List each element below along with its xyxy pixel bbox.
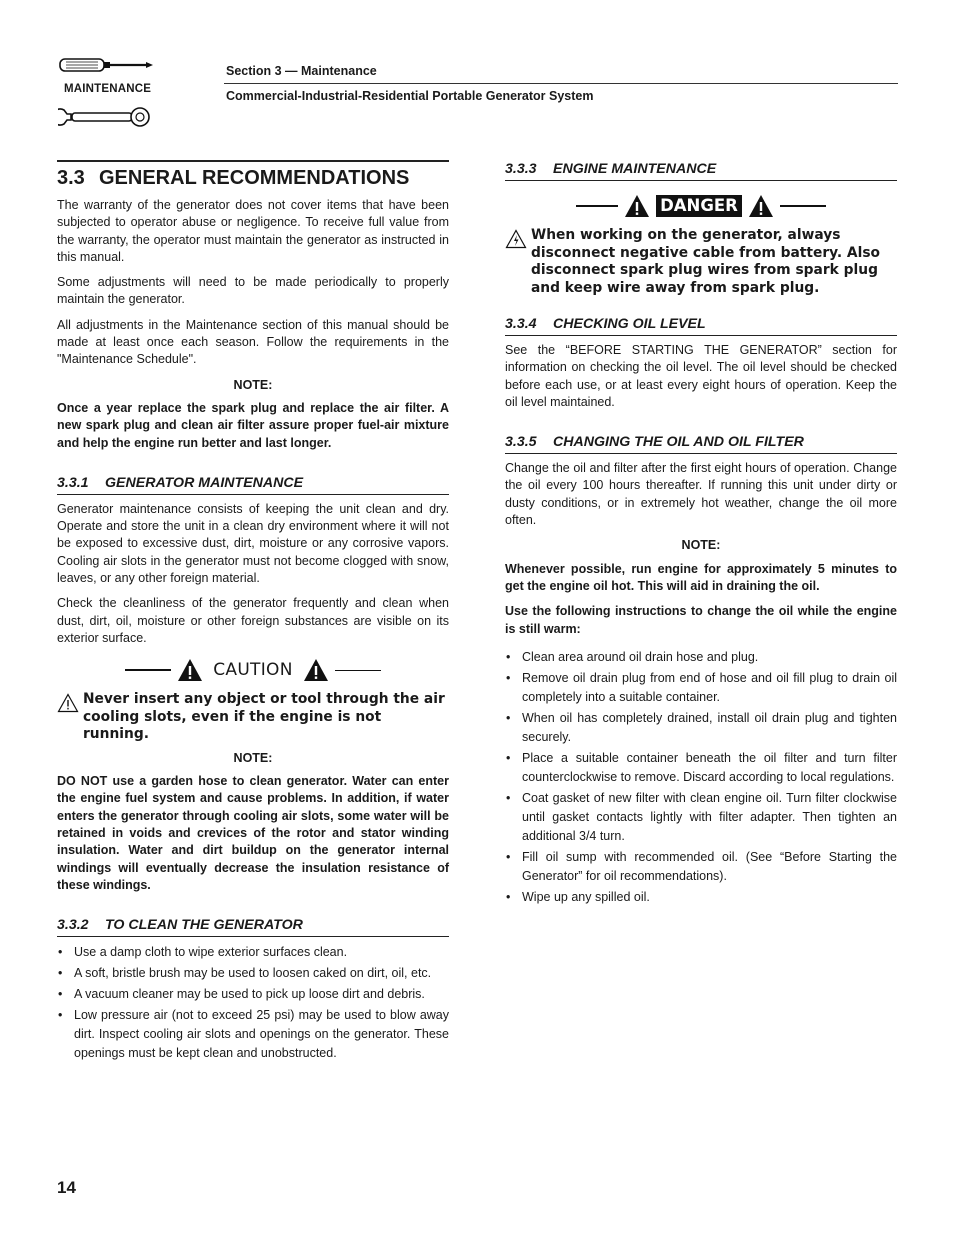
subsection-number: 3.3.2 xyxy=(57,917,89,934)
paragraph: Change the oil and filter after the first eight hours of operation. Change the oil every 100 hours thereafter. If running this unit under dirty or dusty conditions, or in extremely hot weather, change the oil more often. xyxy=(505,461,897,528)
section-title: GENERAL RECOMMENDATIONS xyxy=(99,167,410,189)
section-header: Section 3 — Maintenance xyxy=(226,64,377,78)
left-column xyxy=(57,160,449,1065)
changing-oil-heading xyxy=(505,433,897,454)
caution-message xyxy=(57,691,449,744)
list-item: • Fill oil sump with recommended oil. (See “Before Starting the Generator” for oil recommendations). xyxy=(505,848,897,886)
list-item: • A vacuum cleaner may be used to pick up loose dirt and debris. xyxy=(57,985,449,1004)
paragraph: Generator maintenance consists of keeping the unit clean and dry. Operate and store the unit in a clean dry environment where it will not be exposed to excessive dust, dirt, moisture or any corrosive vapors. Cooling air slots in the generator must not become clogged with snow, leaves, or any other foreign material. xyxy=(57,501,449,586)
page-number: 14 xyxy=(57,1178,76,1197)
list-item: • Low pressure air (not to exceed 25 psi) may be used to blow away dirt. Inspect cooling air slots and openings on the generator. These openings must be kept clean and unobstructed. xyxy=(57,1006,449,1063)
warning-triangle-icon xyxy=(624,194,650,218)
list-item: • Clean area around oil drain hose and plug. xyxy=(505,648,897,667)
paragraph: See the “BEFORE STARTING THE GENERATOR” section for information on checking the oil level. The oil level should be checked before each use, or at least every eight hours of operation. Keep the oil level maintained. xyxy=(505,343,897,409)
general-heading xyxy=(57,160,449,191)
list-item: • Place a suitable container beneath the oil filter and turn filter counterclockwise to remove. Discard according to local regulations. xyxy=(505,749,897,787)
list-item: • Remove oil drain plug from end of hose and oil fill plug to drain oil completely into a suitable container. xyxy=(505,669,897,707)
header-rule xyxy=(224,83,898,84)
oil-change-list xyxy=(505,648,897,907)
subsection-title: CHANGING THE OIL AND OIL FILTER xyxy=(553,434,804,451)
generator-maintenance-heading xyxy=(57,474,449,495)
note-label: NOTE: xyxy=(233,377,273,392)
note-text: Whenever possible, run engine for approximately 5 minutes to get the engine oil hot. This will aid in draining the oil. xyxy=(505,561,897,593)
banner-line xyxy=(780,205,826,207)
note-label: NOTE: xyxy=(681,538,721,553)
note-label: NOTE: xyxy=(233,750,273,765)
subsection-title: ENGINE MAINTENANCE xyxy=(553,161,717,177)
banner-line xyxy=(576,205,618,207)
cleaning-list xyxy=(57,943,449,1063)
subsection-title: GENERATOR MAINTENANCE xyxy=(105,474,304,491)
paragraph: Some adjustments will need to be made periodically to properly maintain the generator. xyxy=(57,275,449,307)
warning-triangle-icon xyxy=(303,658,329,682)
note-text: Use the following instructions to change the oil while the engine is still warm: xyxy=(505,604,897,636)
caution-word: CAUTION xyxy=(213,660,293,681)
document-subtitle: Commercial-Industrial-Residential Portable Generator System xyxy=(226,89,594,103)
maintenance-logo xyxy=(58,56,158,128)
subsection-number: 3.3.4 xyxy=(505,316,537,332)
list-item: • Coat gasket of new filter with clean engine oil. Turn filter clockwise until gasket contacts lightly with filter adapter. Then tighten an additional 3/4 turn. xyxy=(505,789,897,846)
logo-label: MAINTENANCE xyxy=(64,83,152,95)
list-item: • A soft, bristle brush may be used to loosen caked on dirt, oil, etc. xyxy=(57,964,449,983)
warning-triangle-icon xyxy=(177,658,203,682)
danger-banner xyxy=(505,191,897,221)
right-column xyxy=(505,160,897,909)
list-item: • Use a damp cloth to wipe exterior surfaces clean. xyxy=(57,943,449,962)
subsection-title: TO CLEAN THE GENERATOR xyxy=(105,917,303,934)
alert-outline-icon xyxy=(57,693,79,713)
checking-oil-heading xyxy=(505,315,897,336)
caution-text: Never insert any object or tool through the air cooling slots, even if the engine is not running. xyxy=(83,691,445,743)
danger-message xyxy=(505,227,897,297)
subsection-number: 3.3.5 xyxy=(505,434,537,451)
caution-banner xyxy=(57,655,449,685)
subsection-title: CHECKING OIL LEVEL xyxy=(553,316,706,332)
warning-triangle-icon xyxy=(748,194,774,218)
engine-maintenance-heading xyxy=(505,160,897,181)
electrical-hazard-icon xyxy=(505,229,527,249)
section-number: 3.3 xyxy=(57,167,85,189)
note-text: Once a year replace the spark plug and replace the air filter. A new spark plug and clean air filter assure proper fuel-air mixture and help the engine run better and last longer. xyxy=(57,400,449,450)
paragraph: Check the cleanliness of the generator frequently and clean when dust, dirt, oil, moisture or other foreign substances are visible on its exterior surface. xyxy=(57,596,449,645)
paragraph: The warranty of the generator does not cover items that have been subjected to operator abuse or negligence. To receive full value from the warranty, the operator must maintain the generator as instructed in this manual. xyxy=(57,198,449,264)
clean-generator-heading xyxy=(57,916,449,937)
paragraph: All adjustments in the Maintenance section of this manual should be made at least once each season. Follow the requirements in the "Maintenance Schedule". xyxy=(57,317,449,367)
note-text: DO NOT use a garden hose to clean generator. Water can enter the engine fuel system and cause problems. In addition, if water enters the generator through cooling air slots, some water will be retained in voids and crevices of the rotor and stator winding insulation. Water and dirt buildup on the generator internal windings will eventually decrease the insulation resistance of these windings. xyxy=(57,774,449,892)
subsection-number: 3.3.1 xyxy=(57,474,89,491)
danger-word: DANGER xyxy=(656,195,742,217)
danger-text: When working on the generator, always disconnect negative cable from battery. Also disconnect spark plug wires from spark plug and keep wire away from spark plug. xyxy=(531,227,881,296)
list-item: • Wipe up any spilled oil. xyxy=(505,888,897,907)
subsection-number: 3.3.3 xyxy=(505,161,537,177)
banner-line xyxy=(335,670,381,671)
banner-line xyxy=(125,669,171,671)
list-item: • When oil has completely drained, install oil drain plug and tighten securely. xyxy=(505,709,897,747)
